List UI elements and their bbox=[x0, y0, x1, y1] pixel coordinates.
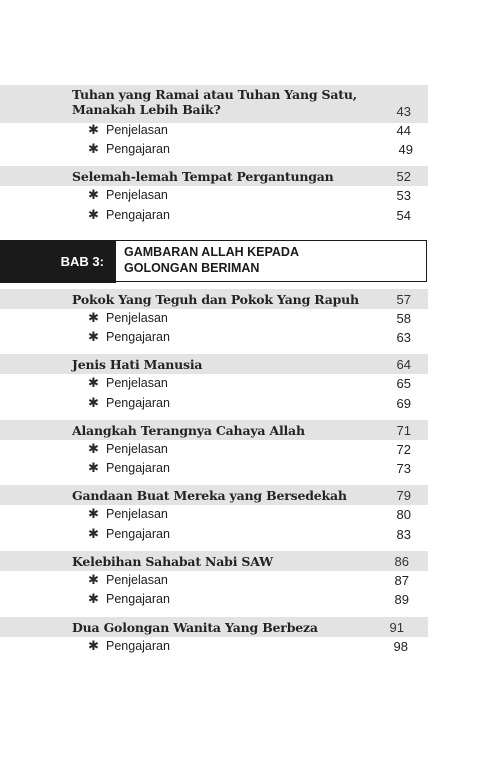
subsection-page-number: 44 bbox=[396, 123, 411, 138]
subsection-label: Pengajaran bbox=[106, 208, 170, 222]
section-title-line: Jenis Hati Manusia bbox=[72, 357, 203, 372]
subsection-item bbox=[88, 592, 170, 607]
subsection-item bbox=[88, 639, 170, 654]
subsection-label: Penjelasan bbox=[106, 507, 168, 521]
section-title bbox=[72, 554, 273, 569]
subsection-label: Penjelasan bbox=[106, 188, 168, 202]
subsection-item bbox=[88, 527, 170, 542]
asterisk-bullet-icon: ✱ bbox=[88, 376, 99, 391]
asterisk-bullet-icon: ✱ bbox=[88, 592, 99, 607]
section-title-line: Manakah Lebih Baik? bbox=[72, 102, 221, 117]
subsection-page-number: 89 bbox=[394, 592, 409, 607]
section-page-number: 86 bbox=[394, 554, 409, 569]
subsection-page-number: 53 bbox=[396, 188, 411, 203]
section-title bbox=[72, 169, 334, 184]
section-title-line: Dua Golongan Wanita Yang Berbeza bbox=[72, 620, 318, 635]
asterisk-bullet-icon: ✱ bbox=[88, 461, 99, 476]
subsection-label: Pengajaran bbox=[106, 461, 170, 475]
subsection-label: Penjelasan bbox=[106, 573, 168, 587]
asterisk-bullet-icon: ✱ bbox=[88, 442, 99, 457]
section-title-line: Selemah-lemah Tempat Pergantungan bbox=[72, 169, 334, 184]
asterisk-bullet-icon: ✱ bbox=[88, 527, 99, 542]
section-title-line: Kelebihan Sahabat Nabi SAW bbox=[72, 554, 273, 569]
asterisk-bullet-icon: ✱ bbox=[88, 188, 99, 203]
asterisk-bullet-icon: ✱ bbox=[88, 396, 99, 411]
asterisk-bullet-icon: ✱ bbox=[88, 330, 99, 345]
section-page-number: 91 bbox=[389, 620, 404, 635]
subsection-page-number: 83 bbox=[396, 527, 411, 542]
subsection-label: Pengajaran bbox=[106, 592, 170, 606]
subsection-item bbox=[88, 461, 170, 476]
subsection-page-number: 49 bbox=[398, 142, 413, 157]
chapter-label: BAB 3: bbox=[0, 240, 116, 283]
chapter-title-line: GAMBARAN ALLAH KEPADA bbox=[124, 245, 299, 259]
subsection-page-number: 98 bbox=[393, 639, 408, 654]
subsection-label: Pengajaran bbox=[106, 396, 170, 410]
section-page-number: 79 bbox=[396, 488, 411, 503]
subsection-page-number: 87 bbox=[394, 573, 409, 588]
section-title bbox=[72, 620, 318, 635]
chapter-title-line: GOLONGAN BERIMAN bbox=[124, 261, 260, 275]
asterisk-bullet-icon: ✱ bbox=[88, 507, 99, 522]
chapter-title bbox=[124, 244, 299, 276]
subsection-page-number: 69 bbox=[396, 396, 411, 411]
section-page-number: 71 bbox=[396, 423, 411, 438]
subsection-item bbox=[88, 330, 170, 345]
asterisk-bullet-icon: ✱ bbox=[88, 311, 99, 326]
subsection-item bbox=[88, 442, 168, 457]
section-title bbox=[72, 357, 202, 372]
subsection-page-number: 58 bbox=[396, 311, 411, 326]
subsection-item bbox=[88, 573, 168, 588]
subsection-item bbox=[88, 123, 168, 138]
asterisk-bullet-icon: ✱ bbox=[88, 639, 99, 654]
section-title bbox=[72, 488, 347, 503]
subsection-label: Penjelasan bbox=[106, 442, 168, 456]
subsection-item bbox=[88, 507, 168, 522]
subsection-label: Pengajaran bbox=[106, 639, 170, 653]
section-page-number: 57 bbox=[396, 292, 411, 307]
section-title-line: Gandaan Buat Mereka yang Bersedekah bbox=[72, 488, 347, 503]
asterisk-bullet-icon: ✱ bbox=[88, 123, 99, 138]
subsection-page-number: 65 bbox=[396, 376, 411, 391]
asterisk-bullet-icon: ✱ bbox=[88, 142, 99, 157]
asterisk-bullet-icon: ✱ bbox=[88, 573, 99, 588]
subsection-item bbox=[88, 208, 170, 223]
section-page-number: 52 bbox=[396, 169, 411, 184]
subsection-label: Pengajaran bbox=[106, 330, 170, 344]
subsection-item bbox=[88, 396, 170, 411]
section-title bbox=[72, 87, 357, 117]
subsection-item bbox=[88, 376, 168, 391]
subsection-page-number: 63 bbox=[396, 330, 411, 345]
subsection-item bbox=[88, 142, 170, 157]
subsection-label: Pengajaran bbox=[106, 142, 170, 156]
subsection-item bbox=[88, 188, 168, 203]
subsection-item bbox=[88, 311, 168, 326]
section-title bbox=[72, 292, 359, 307]
subsection-label: Penjelasan bbox=[106, 311, 168, 325]
subsection-page-number: 80 bbox=[396, 507, 411, 522]
section-title-line: Tuhan yang Ramai atau Tuhan Yang Satu, bbox=[72, 87, 357, 102]
subsection-page-number: 73 bbox=[396, 461, 411, 476]
subsection-label: Pengajaran bbox=[106, 527, 170, 541]
subsection-page-number: 54 bbox=[396, 208, 411, 223]
subsection-label: Penjelasan bbox=[106, 123, 168, 137]
section-title-line: Pokok Yang Teguh dan Pokok Yang Rapuh bbox=[72, 292, 359, 307]
section-title bbox=[72, 423, 305, 438]
asterisk-bullet-icon: ✱ bbox=[88, 208, 99, 223]
subsection-label: Penjelasan bbox=[106, 376, 168, 390]
section-page-number: 64 bbox=[396, 357, 411, 372]
section-page-number: 43 bbox=[396, 104, 411, 119]
section-title-line: Alangkah Terangnya Cahaya Allah bbox=[72, 423, 305, 438]
subsection-page-number: 72 bbox=[396, 442, 411, 457]
